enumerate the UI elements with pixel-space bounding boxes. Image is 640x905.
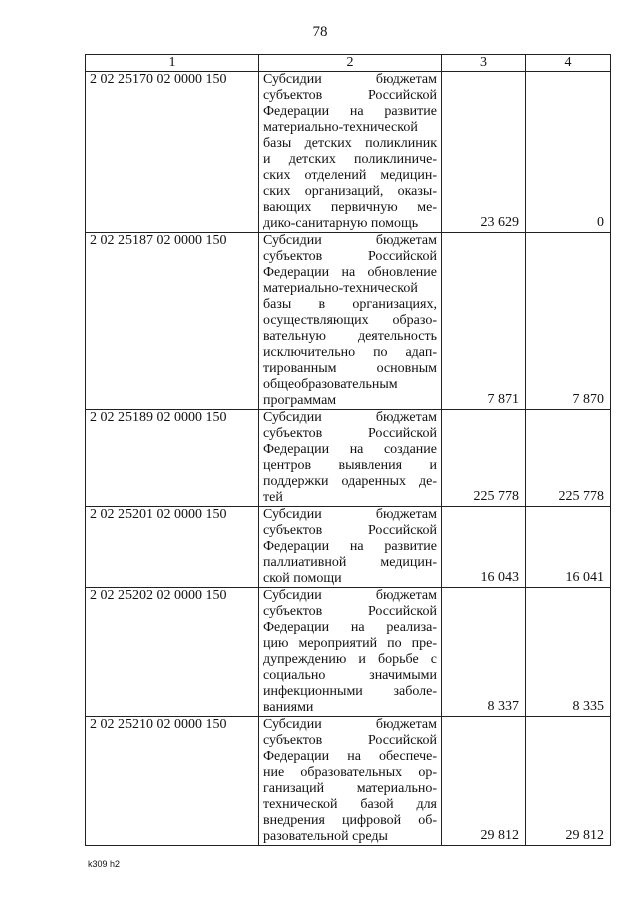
description-line: паллиативной медицин- [263, 555, 437, 570]
column-header-2: 2 [259, 55, 442, 72]
description-line: базы детских поликлиник [263, 136, 437, 151]
description-line: тированным основным [263, 361, 437, 376]
budget-table [85, 54, 611, 846]
description-line: Субсидии бюджетам [263, 233, 437, 248]
description-line: субъектов Российской [263, 88, 437, 103]
amount-col3-cell: 225 778 [442, 410, 526, 507]
footer-code: k309 h2 [88, 859, 121, 869]
description-line: Федерации на обновление [263, 265, 437, 280]
description-line: субъектов Российской [263, 426, 437, 441]
description-line: базы в организациях, [263, 297, 437, 312]
description-line: разовательной среды [263, 829, 388, 844]
description-line: субъектов Российской [263, 523, 437, 538]
description-line: дупреждению и борьбе с [263, 652, 437, 667]
amount-col4-cell: 29 812 [526, 717, 611, 846]
amount-col4-cell: 225 778 [526, 410, 611, 507]
description-line: внедрения цифровой об- [263, 813, 437, 828]
description-line: материально-технической [263, 281, 418, 296]
description-cell [259, 588, 442, 717]
description-line: инфекционными заболе- [263, 684, 437, 699]
description-line: Федерации на развитие [263, 104, 437, 119]
description-cell [259, 717, 442, 846]
description-line: общеобразовательным [263, 377, 398, 392]
description-line: субъектов Российской [263, 249, 437, 264]
description-line: ской помощи [263, 571, 342, 586]
description-line: Федерации на развитие [263, 539, 437, 554]
table-row [86, 507, 611, 588]
budget-code-cell: 2 02 25202 02 0000 150 [86, 588, 259, 717]
amount-col4-cell: 8 335 [526, 588, 611, 717]
description-line: и детских поликлиниче- [263, 152, 437, 167]
description-line: Субсидии бюджетам [263, 588, 437, 603]
description-line: исключительно по адап- [263, 345, 437, 360]
amount-col4-cell: 16 041 [526, 507, 611, 588]
column-header-1: 1 [86, 55, 259, 72]
description-line: ганизаций материально- [263, 781, 437, 796]
description-line: дико-санитарную помощь [263, 216, 419, 231]
description-line: Федерации на обеспече- [263, 749, 437, 764]
amount-col3-cell: 23 629 [442, 72, 526, 233]
description-line: ваниями [263, 700, 314, 715]
description-line: поддержки одаренных де- [263, 474, 437, 489]
description-line: цию мероприятий по пре- [263, 636, 437, 651]
table-row [86, 717, 611, 846]
description-line: ских отделений медицин- [263, 168, 437, 183]
amount-col4-cell: 7 870 [526, 233, 611, 410]
description-line: осуществляющих образо- [263, 313, 437, 328]
amount-col3-cell: 7 871 [442, 233, 526, 410]
description-line: Федерации на реализа- [263, 620, 437, 635]
description-line: субъектов Российской [263, 733, 437, 748]
table-row [86, 72, 611, 233]
description-line: вающих первичную ме- [263, 200, 437, 215]
description-cell [259, 72, 442, 233]
description-line: технической базой для [263, 797, 437, 812]
description-line: Субсидии бюджетам [263, 717, 437, 732]
description-line: тей [263, 490, 283, 505]
table-row [86, 233, 611, 410]
amount-col3-cell: 29 812 [442, 717, 526, 846]
description-line: материально-технической [263, 120, 418, 135]
description-cell [259, 410, 442, 507]
budget-code-cell: 2 02 25170 02 0000 150 [86, 72, 259, 233]
description-cell [259, 507, 442, 588]
description-line: ских организаций, оказы- [263, 184, 437, 199]
description-line: субъектов Российской [263, 604, 437, 619]
budget-code-cell: 2 02 25210 02 0000 150 [86, 717, 259, 846]
amount-col3-cell: 8 337 [442, 588, 526, 717]
budget-code-cell: 2 02 25201 02 0000 150 [86, 507, 259, 588]
amount-col3-cell: 16 043 [442, 507, 526, 588]
budget-code-cell: 2 02 25187 02 0000 150 [86, 233, 259, 410]
budget-code-cell: 2 02 25189 02 0000 150 [86, 410, 259, 507]
description-line: Субсидии бюджетам [263, 410, 437, 425]
amount-col4-cell: 0 [526, 72, 611, 233]
description-cell [259, 233, 442, 410]
description-line: ние образовательных ор- [263, 765, 437, 780]
table-body [86, 72, 611, 846]
description-line: Федерации на создание [263, 442, 437, 457]
table-header-row [86, 55, 611, 72]
column-header-3: 3 [442, 55, 526, 72]
description-line: социально значимыми [263, 668, 437, 683]
description-line: программам [263, 393, 337, 408]
description-line: вательную деятельность [263, 329, 437, 344]
description-line: Субсидии бюджетам [263, 507, 437, 522]
column-header-4: 4 [526, 55, 611, 72]
table-row [86, 410, 611, 507]
description-line: Субсидии бюджетам [263, 72, 437, 87]
table-row [86, 588, 611, 717]
page-number: 78 [312, 24, 328, 40]
description-line: центров выявления и [263, 458, 437, 473]
